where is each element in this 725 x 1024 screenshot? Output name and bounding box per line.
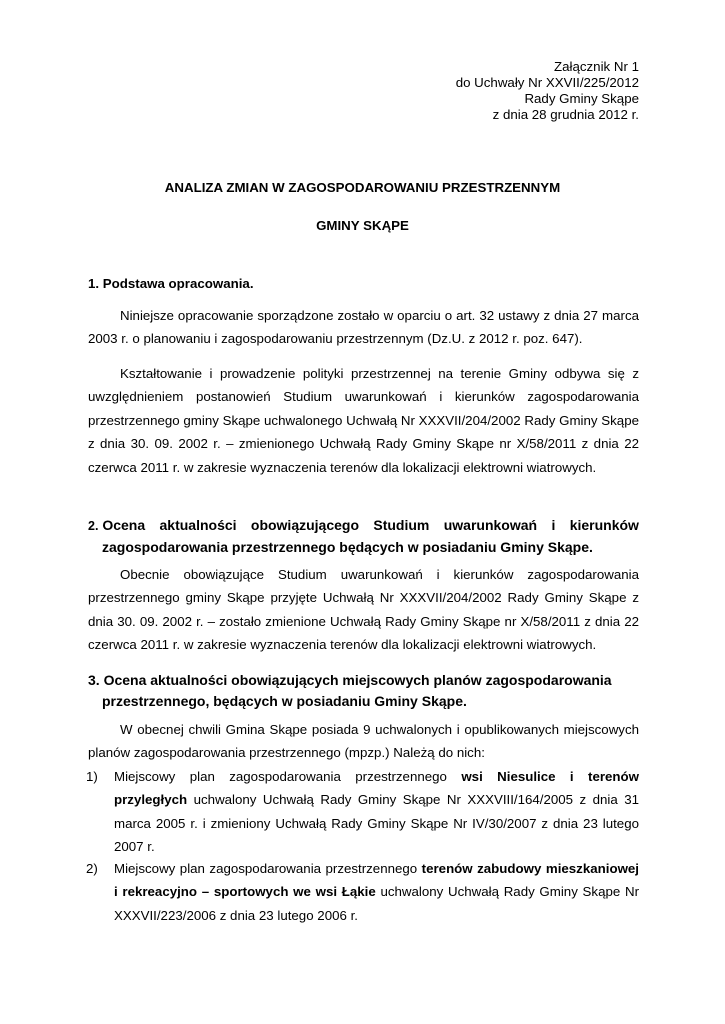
- section-2-paragraph-text: Obecnie obowiązujące Studium uwarunkowań i kierunków zagospodarowania przestrzennego gminy Skąpe przyjęte Uchwałą Nr XXXVII/204/2002 Rady Gminy Skąpe z dnia 30. 09. 2002 r. – zostało zmienione Uchwałą Rady Gminy Skąpe nr X/58/2011 z dnia 22 czerwca 2011 r. w zakresie wyznaczenia terenów dla lokalizacji elektrowni wiatrowych.: [88, 567, 639, 653]
- resolution-reference: do Uchwały Nr XXVII/225/2012: [455, 75, 639, 90]
- section-3-paragraph-text: W obecnej chwili Gmina Skąpe posiada 9 uchwalonych i opublikowanych miejscowych planów zagospodarowania przestrzennego (mpzp.) Należą do nich:: [88, 722, 639, 761]
- section-1-paragraph-2-text: Kształtowanie i prowadzenie polityki przestrzennej na terenie Gminy odbywa się z uwzględnieniem postanowień Studium uwarunkowań i kierunków zagospodarowania przestrzennego gminy Skąpe uchwalonego Uchwałą Nr XXXVII/204/2002 Rady Gminy Skąpe z dnia 30. 09. 2002 r. – zmienionego Uchwałą Rady Gminy Skąpe nr X/58/2011 z dnia 22 czerwca 2011 r. w zakresie wyznaczenia terenów dla lokalizacji elektrowni wiatrowych.: [88, 366, 639, 475]
- section-2-heading-line-2: zagospodarowania przestrzennego będących w posiadaniu Gminy Skąpe.: [102, 538, 593, 555]
- plan-list-item-body: [86, 765, 639, 859]
- section-3-heading: [88, 670, 639, 711]
- list-item-text: uchwalony Uchwałą Rady Gminy Skąpe Nr XXXVIII/164/2005 z dnia 31 marca 2005 r. i zmieniony Uchwałą Rady Gminy Skąpe Nr IV/30/2007 z dnia 23 lutego 2007 r.: [114, 792, 639, 855]
- council-name: Rady Gminy Skąpe: [524, 91, 639, 106]
- section-1-heading: 1. Podstawa opracowania.: [88, 276, 254, 291]
- plan-list-item: [86, 857, 639, 927]
- attachment-date: z dnia 28 grudnia 2012 r.: [492, 107, 639, 122]
- section-2-heading-word: obowiązującego: [250, 517, 360, 533]
- list-item-text: uchwalony Uchwałą Rady Gminy Skąpe Nr XXXVII/223/2006 z dnia 23 lutego 2006 r.: [114, 884, 639, 923]
- list-item-bold-text: terenów zabudowy mieszkaniowej i rekreacyjno – sportowych we wsi Łąkie: [114, 861, 639, 900]
- section-1-paragraph-1: [88, 304, 639, 351]
- section-3-heading-line-2: przestrzennego, będących w posiadaniu Gminy Skąpe.: [102, 692, 467, 709]
- section-2-heading-word: kierunków: [569, 517, 639, 533]
- section-2-number: 2.: [88, 519, 99, 533]
- section-2-heading-word: uwarunkowań: [443, 517, 538, 533]
- plan-list-item-body: [86, 857, 639, 927]
- section-2-heading-word: Studium: [373, 517, 430, 533]
- list-item-text: Miejscowy plan zagospodarowania przestrzennego: [114, 769, 462, 784]
- section-2-heading-word: i: [551, 517, 556, 533]
- document-title: ANALIZA ZMIAN W ZAGOSPODAROWANIU PRZESTRZENNYM: [164, 180, 561, 195]
- section-1-paragraph-1-text: Niniejsze opracowanie sporządzone zostało w oparciu o art. 32 ustawy z dnia 27 marca 2003 r. o planowaniu i zagospodarowaniu przestrzennym (Dz.U. z 2012 r. poz. 647).: [88, 308, 639, 347]
- section-2-heading-line-1: [88, 515, 639, 537]
- section-2-paragraph: [88, 563, 639, 657]
- section-3-paragraph: [88, 718, 639, 765]
- list-marker: 1): [86, 769, 98, 784]
- list-item-text: Miejscowy plan zagospodarowania przestrzennego: [114, 861, 422, 876]
- plan-list-item: [86, 765, 639, 859]
- document-subtitle: GMINY SKĄPE: [316, 218, 409, 233]
- list-marker: 2): [86, 861, 98, 876]
- section-2-heading-word-text: Ocena: [102, 517, 146, 533]
- list-item-bold-text: wsi Niesulice i terenów przyległych: [114, 769, 640, 808]
- section-1-paragraph-2: [88, 362, 639, 479]
- section-2-heading: [88, 515, 639, 557]
- attachment-header: [456, 59, 639, 123]
- attachment-number: Załącznik Nr 1: [554, 59, 639, 74]
- section-3-heading-line-1: 3. Ocena aktualności obowiązujących miejscowych planów zagospodarowania: [88, 672, 612, 688]
- section-2-heading-word: [88, 515, 145, 537]
- section-2-heading-word: aktualności: [159, 517, 237, 533]
